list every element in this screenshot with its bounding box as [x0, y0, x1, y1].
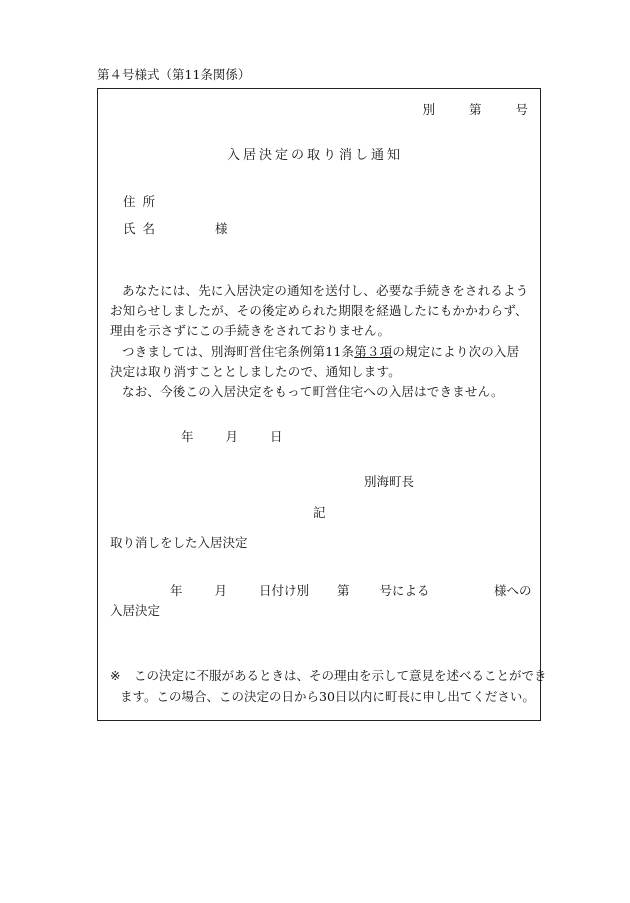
body-paragraph-1: あなたには、先に入居決定の通知を送付し、必要な手続きをされるようお知らせしましたが、その後定められた期限を経過したにもかかわらず、理由を示さずにこの手続きをされておりません。 — [110, 283, 529, 338]
decision-honorific: 様への — [494, 583, 532, 598]
underlined-clause: 第３項 — [354, 344, 393, 359]
decision-year: 年 — [170, 583, 183, 598]
document-number — [423, 104, 528, 117]
date-month: 月 — [225, 429, 238, 444]
decision-month: 月 — [214, 583, 227, 598]
body-paragraph-3: なお、今後この入居決定をもって町営住宅への入居はできません。 — [122, 384, 504, 399]
decision-label: 入居決定 — [110, 603, 161, 618]
name-label: 氏名 — [123, 221, 163, 236]
address-label: 住所 — [123, 194, 163, 209]
decision-go-niyoru: 号による — [379, 583, 430, 598]
form-number-label: 第４号様式（第11条関係） — [97, 67, 251, 82]
document-title: 入居決定の取り消し通知 — [226, 148, 403, 163]
note-line-2: ます。この場合、この決定の日から30日以内に町長に申し出てください。 — [120, 689, 535, 704]
decision-dai: 第 — [336, 583, 350, 598]
document-frame — [97, 88, 541, 721]
ki-marker: 記 — [313, 505, 326, 520]
decision-day-dated: 日付け別 — [258, 583, 309, 598]
subject-heading: 取り消しをした入居決定 — [110, 535, 248, 550]
note-line-1: この決定に不服があるときは、その理由を示して意見を述べることができ — [134, 668, 547, 683]
date-day: 日 — [269, 429, 283, 444]
honorific: 様 — [215, 221, 228, 236]
date-year: 年 — [181, 429, 194, 444]
body-paragraph-2: つきましては、別海町営住宅条例第11条第３項の規定により次の入居決定は取り消すこととしましたので、通知します。 — [110, 344, 520, 379]
doc-number-dai: 第 — [469, 102, 482, 117]
date-line — [181, 431, 282, 444]
doc-number-go: 号 — [515, 102, 528, 117]
sender-mayor: 別海町長 — [364, 474, 415, 489]
note-mark: ※ — [110, 668, 121, 683]
decision-reference-line — [170, 585, 429, 598]
doc-number-prefix: 別 — [422, 102, 436, 117]
